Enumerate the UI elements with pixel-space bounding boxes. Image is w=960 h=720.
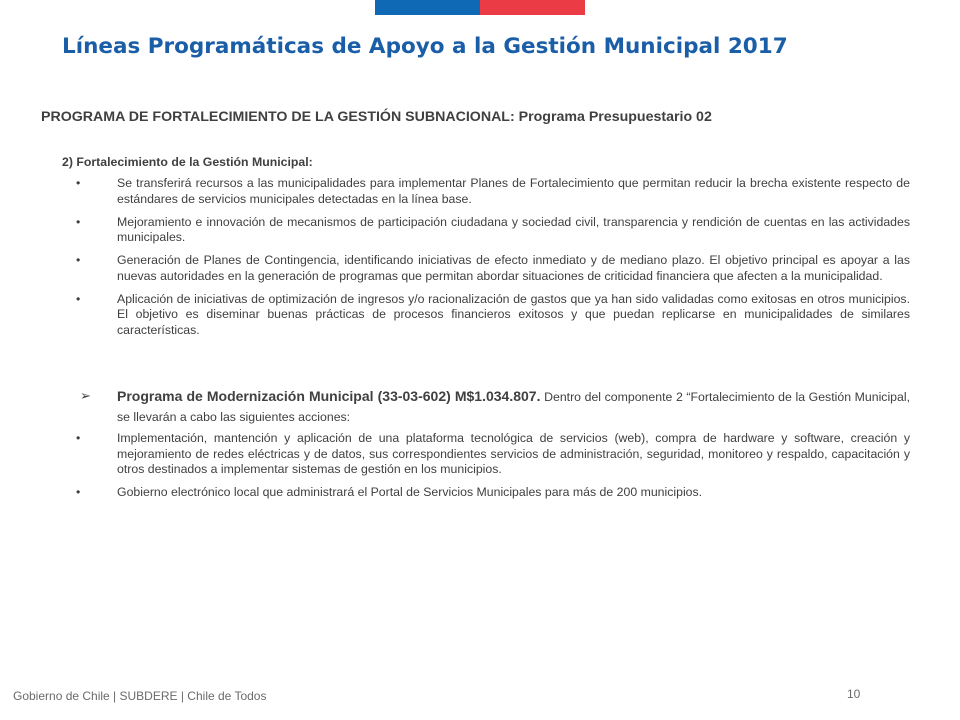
program-name: Programa de Modernización Municipal (33-03-602) M$1.034.807. <box>117 388 541 404</box>
arrow-bullet-icon: ➢ <box>80 388 91 403</box>
program-subtitle: PROGRAMA DE FORTALECIMIENTO DE LA GESTIÓN SUBNACIONAL: Programa Presupuestario 02 <box>41 109 712 125</box>
list-item-text: Implementación, mantención y aplicación de una plataforma tecnológica de servicios (web), compra de hardware y software, creación y mejoramiento de redes eléctricas y de datos, sus correspondientes servicios de administración, seguridad, monitoreo y respaldo, capacitación y otros destinados a implementar sistemas de gestión en los municipios. <box>117 431 910 476</box>
list-item-text: Generación de Planes de Contingencia, identificando iniciativas de efecto inmediato y de mediano plazo. El objetivo principal es apoyar a las nuevas autoridades en la generación de programas que permitan abordar situaciones de criticidad financiera que afecten a la municipalidad. <box>117 253 910 283</box>
bullet-icon: • <box>76 214 81 229</box>
chile-flag-stripe <box>375 0 585 15</box>
list-item <box>76 431 910 478</box>
program-description: Dentro del componente 2 “Fortalecimiento de la Gestión Municipal, se llevarán a cabo las siguientes acciones: <box>117 390 911 424</box>
bullet-icon: • <box>76 253 81 267</box>
bullet-icon: • <box>76 485 81 499</box>
flag-red-band <box>480 0 585 15</box>
slide-title: Líneas Programáticas de Apoyo a la Gestión Municipal 2017 <box>62 34 788 59</box>
list-item <box>76 292 910 339</box>
section-heading: 2) Fortalecimiento de la Gestión Municipal: <box>62 155 313 169</box>
flag-blue-band <box>375 0 480 15</box>
list-item-text: Se transferirá recursos a las municipalidades para implementar Planes de Fortalecimiento que permitan reducir la brecha existente respecto de estándares de servicios municipales detectadas en la línea base. <box>117 176 910 206</box>
list-item <box>76 176 910 207</box>
list-item-text: Aplicación de iniciativas de optimización de ingresos y/o racionalización de gastos que ya han sido validadas como exitosas en otros municipios. El objetivo es diseminar buenas prácticas de procesos financieros exitosos y que puedan replicarse en municipalidades de similares características. <box>117 291 910 337</box>
modernizacion-program-item <box>80 386 910 427</box>
page-number: 10 <box>847 687 861 701</box>
bullet-icon: • <box>76 431 81 445</box>
bullet-icon: • <box>76 291 81 306</box>
list-item-text: Gobierno electrónico local que administrará el Portal de Servicios Municipales para más de 200 municipios. <box>117 485 703 499</box>
list-item <box>76 253 910 284</box>
list-item <box>76 485 910 501</box>
footer-text: Gobierno de Chile | SUBDERE | Chile de Todos <box>13 689 267 703</box>
list-item <box>76 215 910 246</box>
list-item-text: Mejoramiento e innovación de mecanismos de participación ciudadana y sociedad civil, transparencia y rendición de cuentas en las actividades municipales. <box>117 214 910 244</box>
bullet-list-modernizacion <box>76 431 910 508</box>
bullet-list-fortalecimiento <box>76 176 910 346</box>
bullet-icon: • <box>76 176 81 190</box>
